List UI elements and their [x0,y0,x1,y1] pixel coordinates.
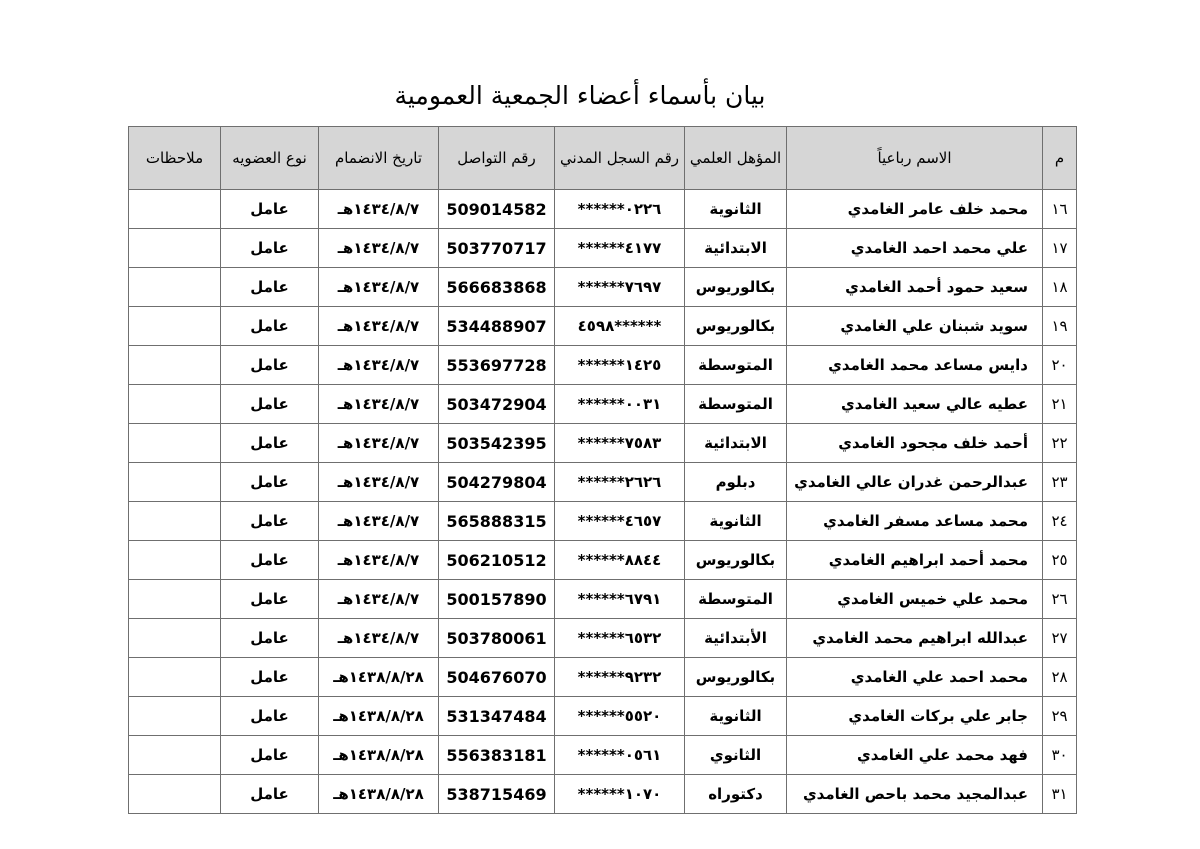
member-qualification: بكالوريوس [685,541,787,580]
document-title: بيان بأسماء أعضاء الجمعية العمومية [394,81,766,110]
table-row [129,619,1077,658]
member-phone: 534488907 [439,307,555,346]
table-row [129,541,1077,580]
member-name: عطيه عالي سعيد الغامدي [787,385,1043,424]
member-civil-record: ******٧٦٩٧ [555,268,685,307]
member-qualification: بكالوريوس [685,658,787,697]
member-civil-record: ******٦٥٣٢ [555,619,685,658]
header-notes: ملاحظات [129,127,221,190]
member-phone: 503780061 [439,619,555,658]
member-phone: 553697728 [439,346,555,385]
member-membership-type: عامل [221,346,319,385]
member-civil-record: ******٧٥٨٣ [555,424,685,463]
member-number: ١٨ [1043,268,1077,307]
member-number: ٣١ [1043,775,1077,814]
member-notes [129,736,221,775]
member-phone: 566683868 [439,268,555,307]
table-row [129,697,1077,736]
member-membership-type: عامل [221,619,319,658]
member-qualification: بكالوريوس [685,268,787,307]
header-phone: رقم التواصل [439,127,555,190]
member-name: محمد خلف عامر الغامدي [787,190,1043,229]
member-civil-record: ******٥٥٢٠ [555,697,685,736]
member-civil-record: ******٤١٧٧ [555,229,685,268]
member-membership-type: عامل [221,658,319,697]
member-notes [129,463,221,502]
member-notes [129,697,221,736]
member-number: ٢٠ [1043,346,1077,385]
member-civil-record: ٤٥٩٨****** [555,307,685,346]
member-qualification: الثانوي [685,736,787,775]
table-row [129,775,1077,814]
member-phone: 531347484 [439,697,555,736]
member-phone: 500157890 [439,580,555,619]
member-membership-type: عامل [221,463,319,502]
member-qualification: دبلوم [685,463,787,502]
member-phone: 556383181 [439,736,555,775]
member-name: دايس مساعد محمد الغامدي [787,346,1043,385]
member-name: جابر علي بركات الغامدي [787,697,1043,736]
member-number: ١٩ [1043,307,1077,346]
member-number: ٢٥ [1043,541,1077,580]
member-name: أحمد خلف مجحود الغامدي [787,424,1043,463]
member-name: محمد احمد علي الغامدي [787,658,1043,697]
member-number: ٣٠ [1043,736,1077,775]
header-join-date: تاريخ الانضمام [319,127,439,190]
member-phone: 504279804 [439,463,555,502]
member-notes [129,619,221,658]
member-notes [129,580,221,619]
member-civil-record: ******٠٠٣١ [555,385,685,424]
member-phone: 503770717 [439,229,555,268]
header-name: الاسم رباعياً [787,127,1043,190]
member-join-date: ١٤٣٤/٨/٧هـ [319,346,439,385]
member-join-date: ١٤٣٤/٨/٧هـ [319,190,439,229]
member-phone: 509014582 [439,190,555,229]
header-num: م [1043,127,1077,190]
table-row [129,307,1077,346]
member-number: ٢٢ [1043,424,1077,463]
member-membership-type: عامل [221,385,319,424]
header-membership-type: نوع العضويه [221,127,319,190]
member-civil-record: ******١٤٢٥ [555,346,685,385]
table-row [129,424,1077,463]
member-qualification: الثانوية [685,502,787,541]
member-name: محمد أحمد ابراهيم الغامدي [787,541,1043,580]
table-row [129,190,1077,229]
member-membership-type: عامل [221,541,319,580]
table-row [129,346,1077,385]
member-qualification: المتوسطة [685,385,787,424]
member-membership-type: عامل [221,502,319,541]
member-notes [129,424,221,463]
member-join-date: ١٤٣٤/٨/٧هـ [319,229,439,268]
member-name: عبدالله ابراهيم محمد الغامدي [787,619,1043,658]
member-name: عبدالرحمن غدران عالي الغامدي [787,463,1043,502]
member-join-date: ١٤٣٤/٨/٧هـ [319,619,439,658]
member-notes [129,658,221,697]
header-civil-record: رقم السجل المدني [555,127,685,190]
member-join-date: ١٤٣٤/٨/٧هـ [319,385,439,424]
member-phone: 565888315 [439,502,555,541]
member-number: ٢٤ [1043,502,1077,541]
table-row [129,736,1077,775]
member-join-date: ١٤٣٤/٨/٧هـ [319,463,439,502]
member-number: ١٧ [1043,229,1077,268]
member-name: فهد محمد علي الغامدي [787,736,1043,775]
table-row [129,268,1077,307]
member-civil-record: ******٦٧٩١ [555,580,685,619]
member-membership-type: عامل [221,736,319,775]
member-qualification: الابتدائية [685,229,787,268]
member-membership-type: عامل [221,268,319,307]
member-membership-type: عامل [221,424,319,463]
member-notes [129,268,221,307]
member-notes [129,775,221,814]
member-notes [129,307,221,346]
member-number: ٢٨ [1043,658,1077,697]
member-civil-record: ******١٠٧٠ [555,775,685,814]
member-number: ٢٩ [1043,697,1077,736]
member-number: ٢١ [1043,385,1077,424]
member-phone: 503472904 [439,385,555,424]
table-row [129,229,1077,268]
table-row [129,502,1077,541]
member-join-date: ١٤٣٤/٨/٧هـ [319,307,439,346]
member-name: عبدالمجيد محمد باحص الغامدي [787,775,1043,814]
member-join-date: ١٤٣٤/٨/٧هـ [319,424,439,463]
member-qualification: الثانوية [685,190,787,229]
member-membership-type: عامل [221,775,319,814]
member-join-date: ١٤٣٤/٨/٧هـ [319,541,439,580]
member-name: محمد علي خميس الغامدي [787,580,1043,619]
member-qualification: دكتوراه [685,775,787,814]
member-join-date: ١٤٣٤/٨/٧هـ [319,580,439,619]
member-qualification: المتوسطة [685,580,787,619]
member-number: ٢٣ [1043,463,1077,502]
header-qualification: المؤهل العلمي [685,127,787,190]
member-notes [129,229,221,268]
member-civil-record: ******٩٢٣٢ [555,658,685,697]
member-qualification: الابتدائية [685,424,787,463]
member-qualification: بكالوريوس [685,307,787,346]
table-header-row [129,127,1077,190]
member-civil-record: ******٢٦٢٦ [555,463,685,502]
member-name: محمد مساعد مسفر الغامدي [787,502,1043,541]
member-phone: 506210512 [439,541,555,580]
member-number: ١٦ [1043,190,1077,229]
member-join-date: ١٤٣٨/٨/٢٨هـ [319,697,439,736]
member-number: ٢٧ [1043,619,1077,658]
member-membership-type: عامل [221,229,319,268]
member-name: علي محمد احمد الغامدي [787,229,1043,268]
member-civil-record: ******٠٥٦١ [555,736,685,775]
member-qualification: الأبتدائية [685,619,787,658]
member-join-date: ١٤٣٨/٨/٢٨هـ [319,775,439,814]
member-notes [129,346,221,385]
table-row [129,580,1077,619]
member-qualification: الثانوية [685,697,787,736]
member-phone: 538715469 [439,775,555,814]
member-name: سويد شبنان علي الغامدي [787,307,1043,346]
member-civil-record: ******٤٦٥٧ [555,502,685,541]
member-phone: 504676070 [439,658,555,697]
member-civil-record: ******٠٢٢٦ [555,190,685,229]
member-join-date: ١٤٣٨/٨/٢٨هـ [319,736,439,775]
member-qualification: المتوسطة [685,346,787,385]
members-table [128,126,1077,814]
member-civil-record: ******٨٨٤٤ [555,541,685,580]
table-row [129,463,1077,502]
table-body [129,190,1077,814]
member-phone: 503542395 [439,424,555,463]
member-join-date: ١٤٣٤/٨/٧هـ [319,268,439,307]
member-join-date: ١٤٣٤/٨/٧هـ [319,502,439,541]
table-row [129,385,1077,424]
member-membership-type: عامل [221,190,319,229]
member-notes [129,190,221,229]
table-row [129,658,1077,697]
member-membership-type: عامل [221,580,319,619]
member-membership-type: عامل [221,307,319,346]
member-notes [129,385,221,424]
member-number: ٢٦ [1043,580,1077,619]
member-notes [129,502,221,541]
member-name: سعيد حمود أحمد الغامدي [787,268,1043,307]
member-join-date: ١٤٣٨/٨/٢٨هـ [319,658,439,697]
member-membership-type: عامل [221,697,319,736]
member-notes [129,541,221,580]
